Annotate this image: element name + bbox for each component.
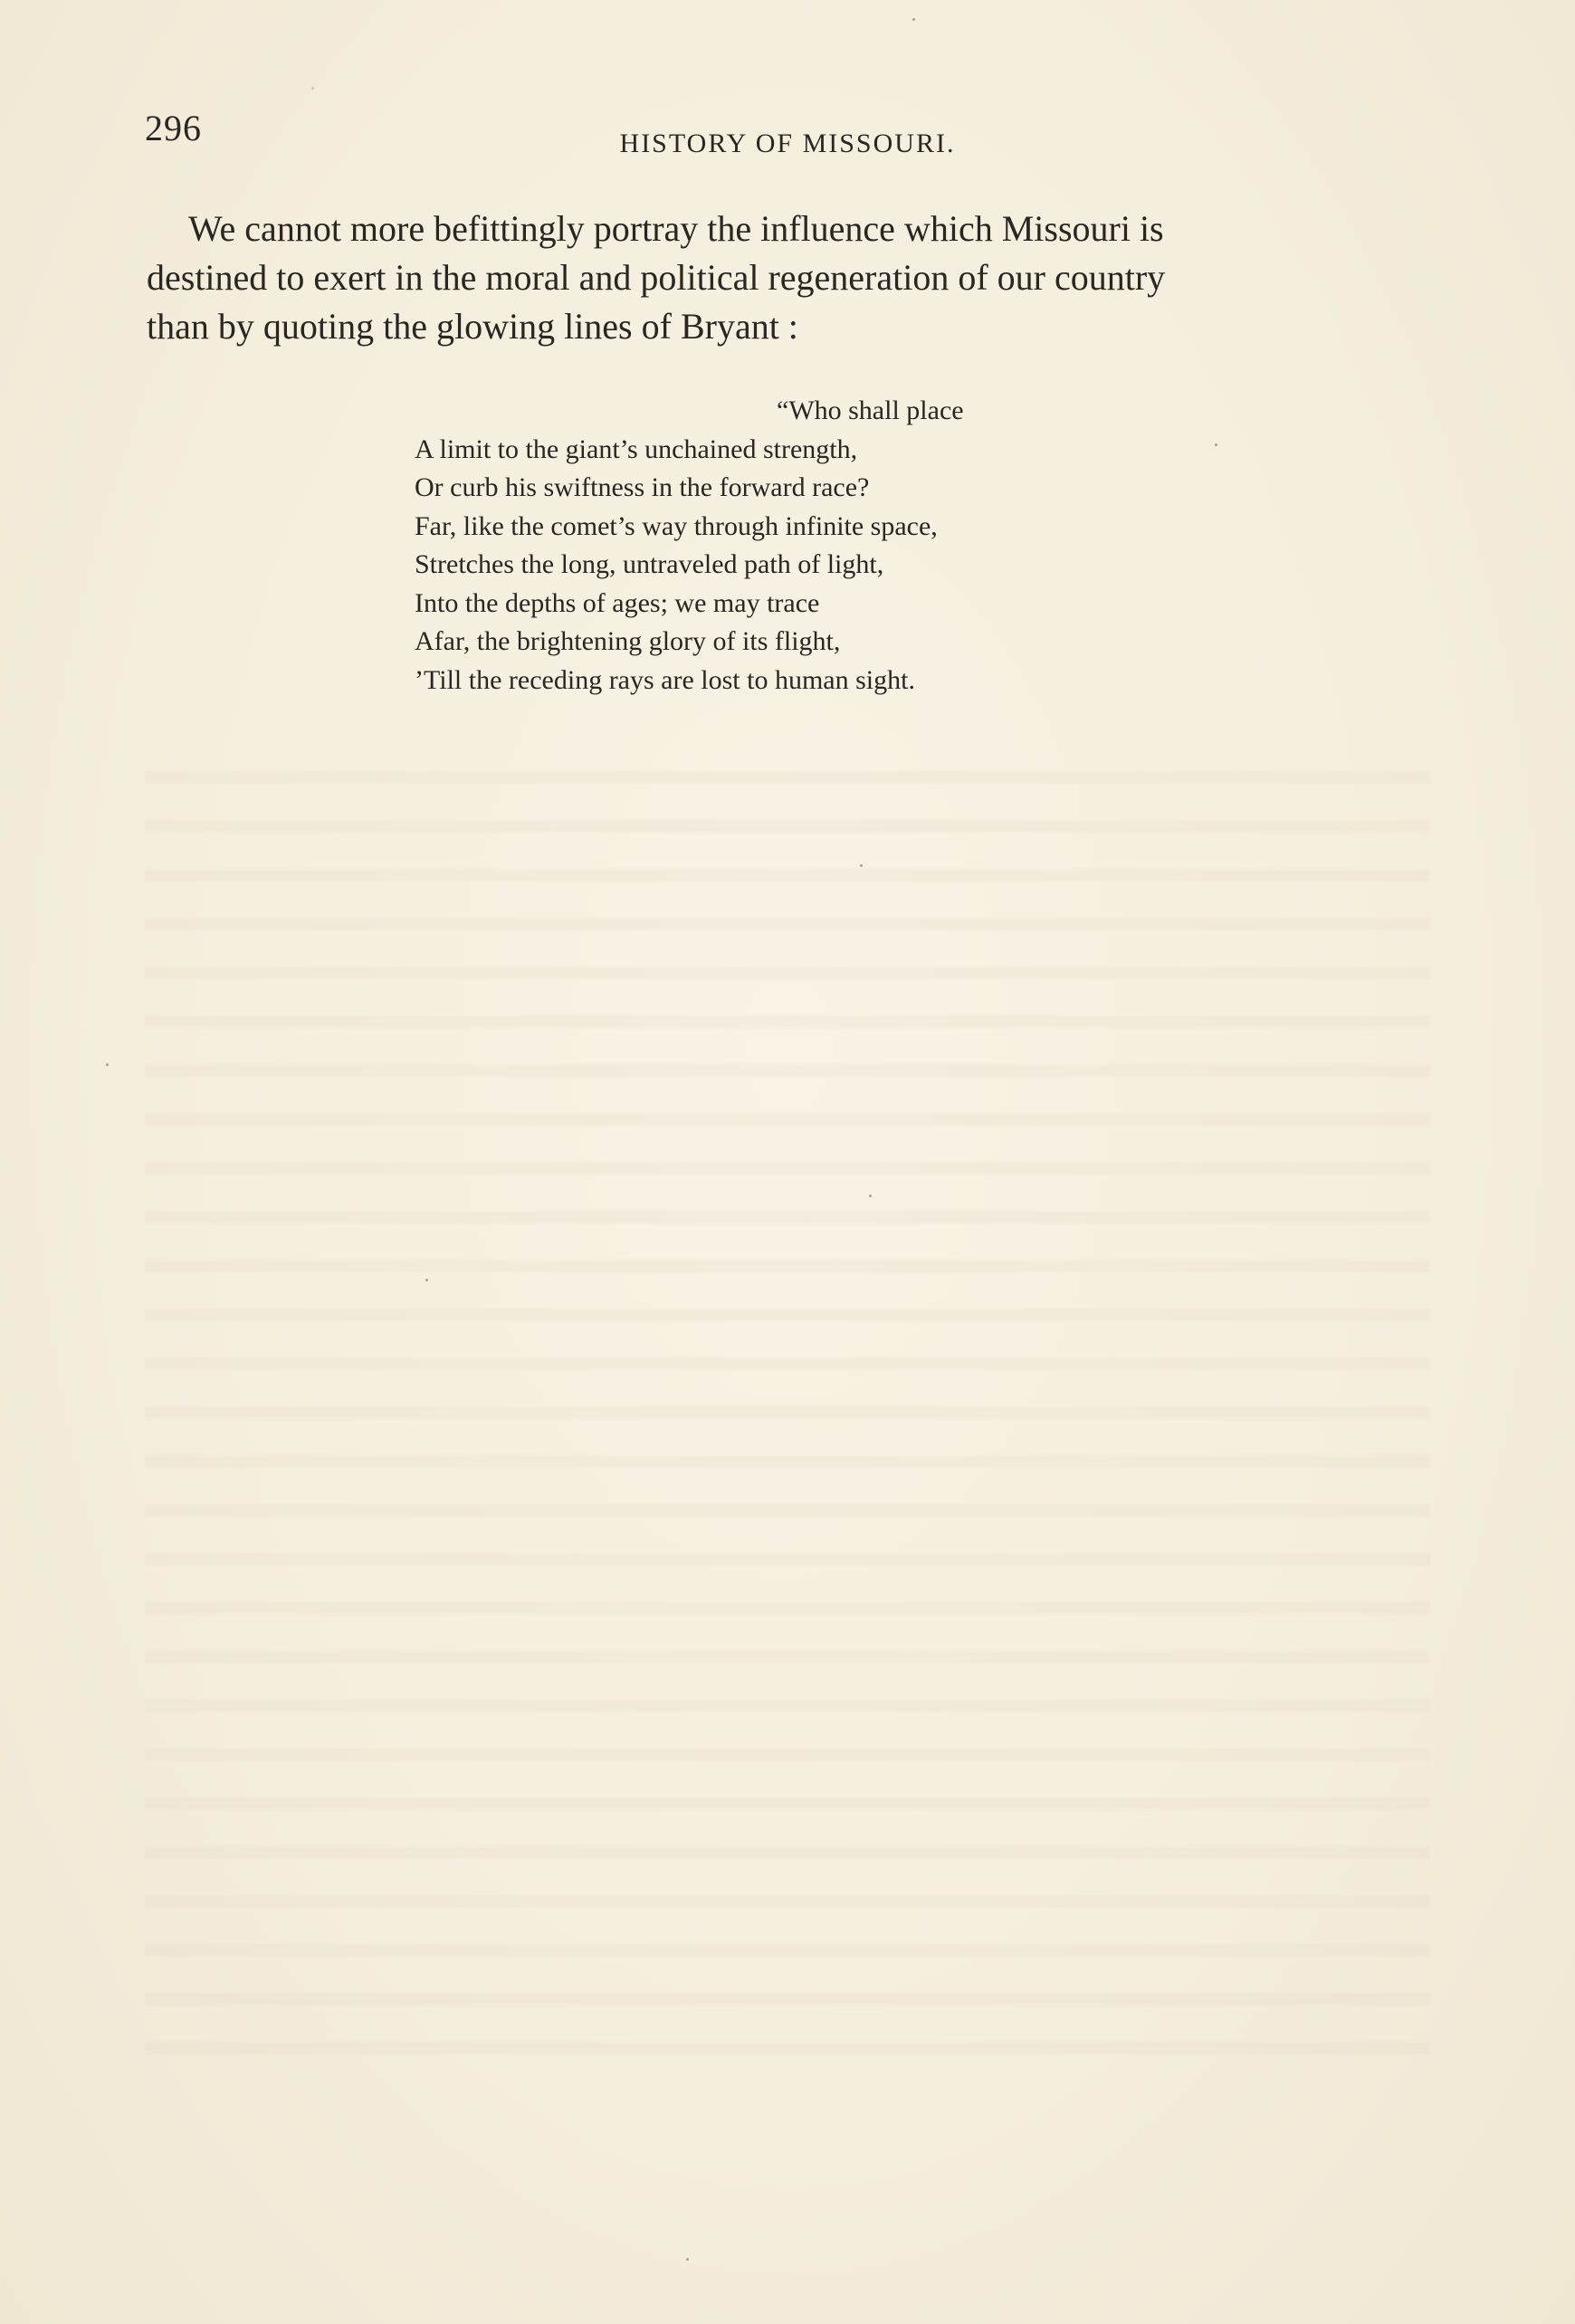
page-number: 296 [145, 108, 202, 148]
poem-line: Afar, the brightening glory of its flight, [415, 626, 841, 656]
paper-speck [425, 1279, 428, 1281]
paper-speck [686, 2258, 689, 2261]
body-line: than by quoting the glowing lines of Bryant : [147, 306, 798, 347]
poem-line: Into the depths of ages; we may trace [415, 587, 820, 618]
poem-line: “Who shall place [777, 395, 964, 425]
paper-speck [860, 864, 863, 867]
poem-quotation [415, 392, 964, 700]
paper-speck [1215, 443, 1217, 446]
running-head: HISTORY OF MISSOURI. [619, 129, 956, 158]
poem-line: ’Till the receding rays are lost to human sight. [415, 664, 915, 695]
poem-line: Stretches the long, untraveled path of light, [415, 549, 884, 579]
paper-speck [106, 1063, 109, 1066]
show-through-text [145, 742, 1430, 2081]
body-line: destined to exert in the moral and political regeneration of our country [147, 257, 1166, 298]
body-paragraph [147, 205, 1430, 351]
paper-speck [311, 87, 314, 90]
paper-speck [912, 18, 915, 21]
poem-line: Far, like the comet’s way through infinite space, [415, 510, 938, 541]
poem-line: Or curb his swiftness in the forward race? [415, 472, 870, 502]
body-line: We cannot more befittingly portray the influence which Missouri is [188, 208, 1164, 249]
poem-line: A limit to the giant’s unchained strength, [415, 433, 858, 464]
paper-speck [869, 1195, 872, 1197]
